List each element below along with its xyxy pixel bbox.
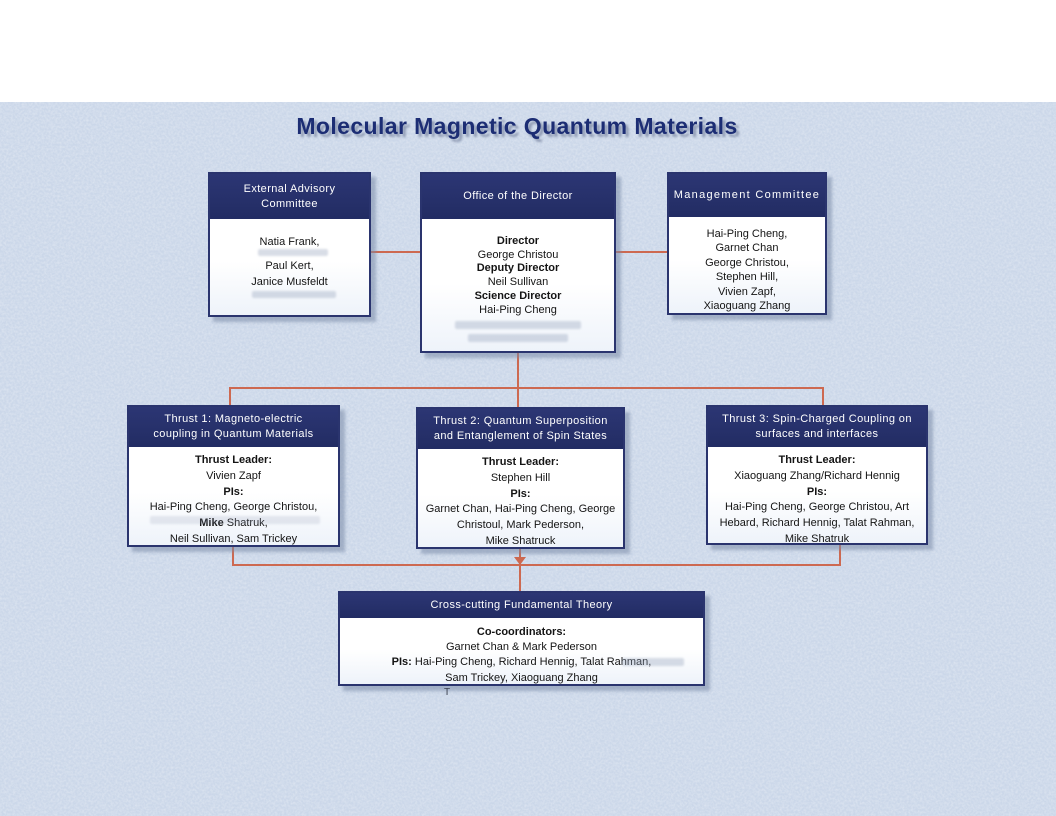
connector-director-down [517,353,519,389]
role-label: Science Director [474,289,562,302]
member-name: Janice Musfeldt [251,276,328,288]
pis-label: PIs: [391,656,412,669]
box-theory-body [340,618,703,686]
header-text: coupling in Quantum Materials [153,428,314,440]
member-name: Paul Kert, [265,260,314,272]
member-name: Stephen Hill, [715,271,779,284]
thrust-leader-name: Xiaoguang Zhang/Richard Hennig [734,469,900,482]
pis-label: PIs: [806,485,828,498]
member-name: Vivien Zapf, [718,285,776,298]
coordinators-names: Garnet Chan & Mark Pederson [445,641,598,654]
role-label: Director [496,235,540,247]
role-name: George Christou [477,248,559,261]
connector-advisory-director [371,251,420,253]
box-thrust3-body [708,447,926,548]
box-director-office-body [422,219,614,317]
connector-arrowhead [514,557,526,565]
ghost-text [150,516,320,524]
pis-names: Sam Trickey, Xiaoguang Zhang [445,671,598,684]
header-text: Thrust 3: Spin-Charged Coupling on [722,413,912,425]
pis-label: PIs: [223,485,244,498]
thrust-leader-name: Stephen Hill [490,471,551,484]
member-name: Natia Frank, [259,236,320,248]
box-thrust3 [706,405,928,545]
pis-names: Hai-Ping Cheng, George Christou, [149,501,318,514]
header-text: Committee [261,197,318,210]
page-title: Molecular Magnetic Quantum Materials [296,113,738,139]
connector-drop-thrust1 [229,387,231,405]
header-text: surfaces and interfaces [755,428,879,440]
role-label: Deputy Director [476,262,560,275]
box-thrust1-header [129,407,338,447]
connector-theory-horizontal [232,564,841,566]
coordinators-label: Co-coordinators: [476,626,567,638]
ghost-text [252,291,336,298]
box-thrust2-body [418,449,623,550]
box-theory-header [340,593,703,618]
header-text: Management Committee [673,189,821,201]
connector-thrust-horizontal [229,387,824,389]
connector-drop-thrust3 [822,387,824,405]
role-name: Hai-Ping Cheng [479,303,557,316]
box-director-office-header [422,174,614,219]
connector-thrust3-down [839,545,841,566]
connector-director-management [616,251,667,253]
ghost-text [258,249,328,256]
box-management-committee [667,172,827,315]
box-thrust1 [127,405,340,547]
connector-thrust2-theory [519,549,521,591]
pis-names: Neil Sullivan, Sam Trickey [169,532,298,545]
header-text: Office of the Director [463,190,573,202]
header-text: External Advisory [243,182,336,195]
ghost-text [622,658,684,666]
box-management-committee-header [669,174,825,217]
box-thrust2 [416,407,625,549]
member-name: George Christou, [705,256,789,269]
pis-name-emphasis: Mike [199,517,224,530]
thrust-leader-label: Thrust Leader: [481,456,559,468]
pis-names: Mike Shatruck [485,534,556,547]
member-name: Xiaoguang Zhang [703,300,791,313]
connector-drop-thrust2 [517,387,519,407]
box-thrust3-header [708,407,926,447]
thrust-leader-label: Thrust Leader: [778,454,856,466]
pis-label: PIs: [510,487,531,500]
header-text: Thrust 1: Magneto-electric [164,413,303,425]
header-text: Thrust 2: Quantum Superposition [433,415,608,427]
ghost-text [468,334,568,342]
ghost-text [455,321,581,329]
box-management-committee-body [669,217,825,313]
pis-names: Christoul, Mark Pederson, [456,519,585,532]
thrust-leader-label: Thrust Leader: [194,454,272,466]
pis-names: Hai-Ping Cheng, George Christou, Art [724,501,910,514]
box-thrust1-body [129,447,338,548]
pis-names: Hebard, Richard Hennig, Talat Rahman, [719,517,915,530]
thrust-leader-name: Vivien Zapf [206,469,261,482]
pis-names: Garnet Chan, Hai-Ping Cheng, George [425,503,616,516]
member-name: Garnet Chan [715,242,779,255]
box-external-advisory-header [210,174,369,219]
header-text: Cross-cutting Fundamental Theory [430,599,613,611]
box-theory [338,591,705,686]
header-text: and Entanglement of Spin States [433,430,608,442]
pis-name-rest: Shatruk, [223,517,268,530]
role-name: Neil Sullivan [487,276,549,289]
pis-names: Mike Shatruk [784,532,850,545]
member-name: Hai-Ping Cheng, [706,228,788,240]
pis-name-rest: Hai-Ping Cheng, Richard Hennig, Talat Rahman, [411,656,652,669]
stray-clipped-text: T [444,687,451,698]
box-thrust2-header [418,409,623,449]
